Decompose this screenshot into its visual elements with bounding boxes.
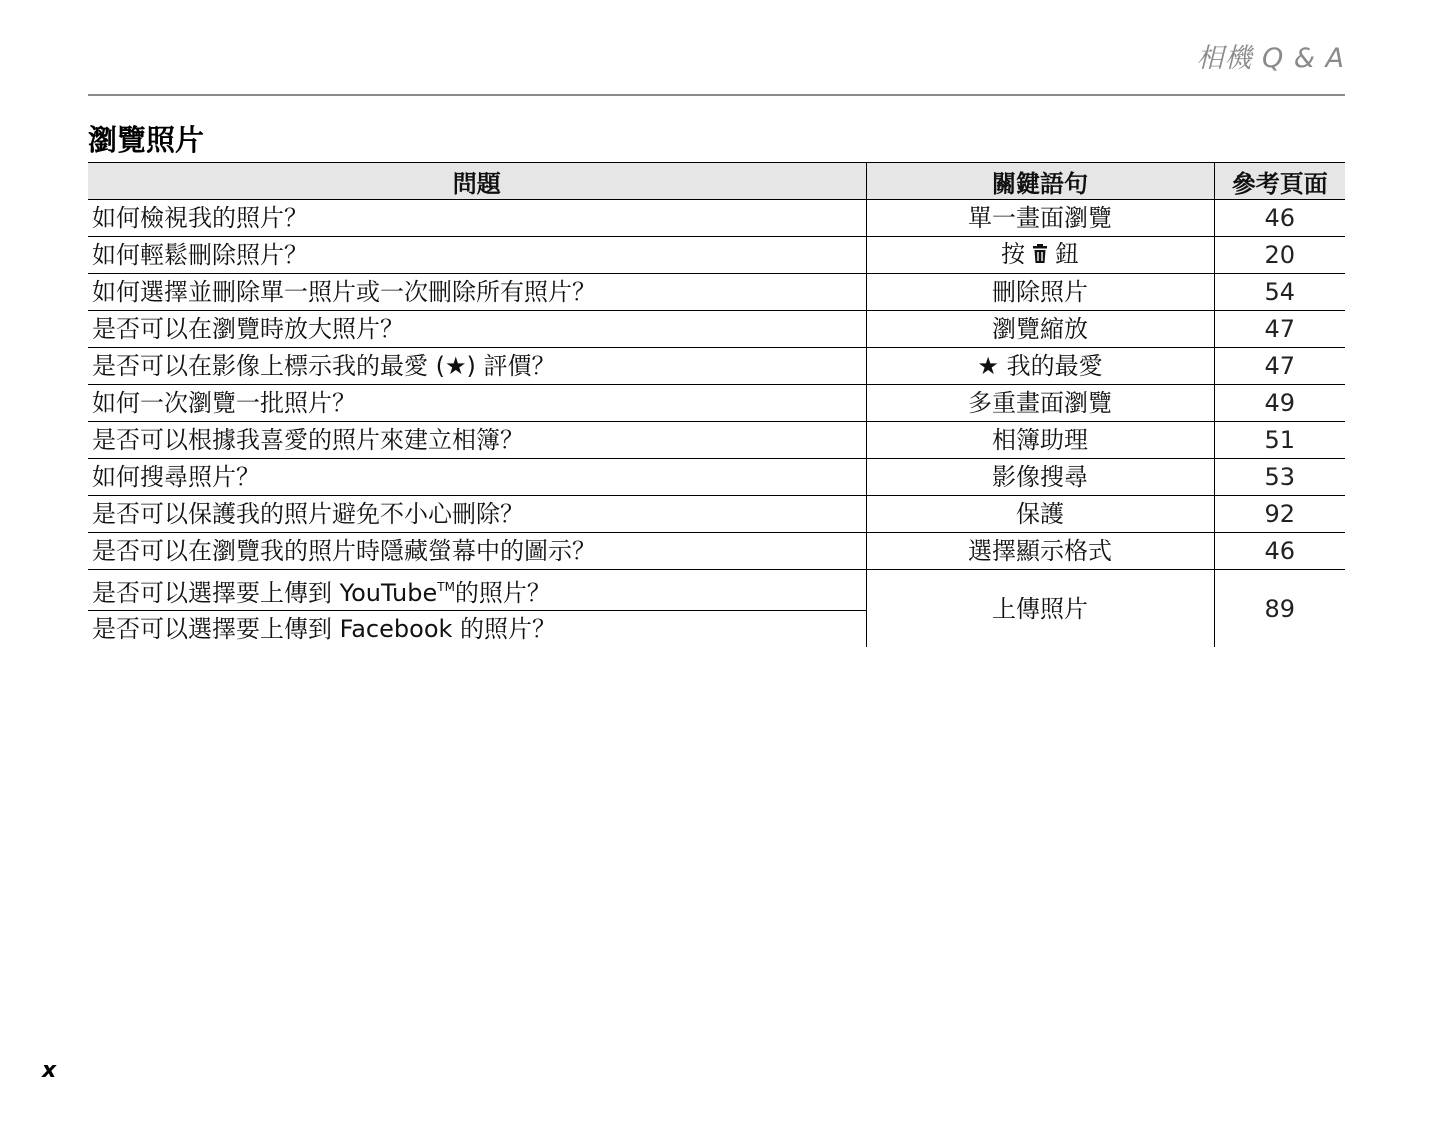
keyword-cell: 刪除照片 bbox=[866, 274, 1214, 311]
trash-icon bbox=[1031, 239, 1049, 273]
question-cell: 如何輕鬆刪除照片？ bbox=[88, 237, 866, 274]
question-cell: 如何選擇並刪除單一照片或一次刪除所有照片？ bbox=[88, 274, 866, 311]
page-number: x bbox=[42, 1058, 57, 1083]
keyword-cell: 影像搜尋 bbox=[866, 459, 1214, 496]
page-cell: 51 bbox=[1214, 422, 1345, 459]
question-cell: 是否可以保護我的照片避免不小心刪除？ bbox=[88, 496, 866, 533]
trademark-mark: TM bbox=[437, 580, 455, 594]
keyword-cell bbox=[866, 237, 1214, 274]
table-row bbox=[88, 496, 1345, 533]
column-header-keyword: 關鍵語句 bbox=[866, 163, 1214, 200]
page-cell: 47 bbox=[1214, 348, 1345, 385]
question-cell-youtube bbox=[88, 570, 866, 611]
question-cell-facebook: 是否可以選擇要上傳到 Facebook 的照片？ bbox=[88, 611, 866, 648]
table-row bbox=[88, 533, 1345, 570]
table-row bbox=[88, 311, 1345, 348]
youtube-question-text: 是否可以選擇要上傳到 YouTube bbox=[92, 579, 438, 607]
table-row bbox=[88, 385, 1345, 422]
table-row bbox=[88, 200, 1345, 237]
page-cell: 46 bbox=[1214, 533, 1345, 570]
table-row bbox=[88, 570, 1345, 611]
keyword-cell: ★ 我的最愛 bbox=[866, 348, 1214, 385]
table-row bbox=[88, 459, 1345, 496]
table-row bbox=[88, 422, 1345, 459]
table-row bbox=[88, 348, 1345, 385]
header-title: 相機 Q & A bbox=[1196, 43, 1345, 74]
question-cell: 是否可以在影像上標示我的最愛 (★) 評價？ bbox=[88, 348, 866, 385]
table-row bbox=[88, 274, 1345, 311]
table-header-row bbox=[88, 163, 1345, 200]
page-cell: 49 bbox=[1214, 385, 1345, 422]
page-cell: 20 bbox=[1214, 237, 1345, 274]
page-cell: 47 bbox=[1214, 311, 1345, 348]
keyword-cell: 保護 bbox=[866, 496, 1214, 533]
question-cell: 是否可以根據我喜愛的照片來建立相簿？ bbox=[88, 422, 866, 459]
header-divider bbox=[88, 94, 1345, 96]
question-cell: 是否可以在瀏覽時放大照片？ bbox=[88, 311, 866, 348]
page-cell: 53 bbox=[1214, 459, 1345, 496]
question-cell: 如何搜尋照片？ bbox=[88, 459, 866, 496]
keyword-cell: 瀏覽縮放 bbox=[866, 311, 1214, 348]
keyword-cell-merged: 上傳照片 bbox=[866, 570, 1214, 648]
keyword-text-after: 鈕 bbox=[1055, 240, 1079, 268]
question-cell: 是否可以在瀏覽我的照片時隱藏螢幕中的圖示？ bbox=[88, 533, 866, 570]
section-title: 瀏覽照片 bbox=[88, 123, 205, 157]
keyword-text-before: 按 bbox=[1001, 240, 1025, 268]
column-header-question: 問題 bbox=[88, 163, 866, 200]
keyword-cell: 單一畫面瀏覽 bbox=[866, 200, 1214, 237]
table-row bbox=[88, 237, 1345, 274]
page-cell: 46 bbox=[1214, 200, 1345, 237]
question-cell: 如何檢視我的照片？ bbox=[88, 200, 866, 237]
keyword-cell: 多重畫面瀏覽 bbox=[866, 385, 1214, 422]
keyword-cell: 選擇顯示格式 bbox=[866, 533, 1214, 570]
keyword-cell: 相簿助理 bbox=[866, 422, 1214, 459]
page-cell: 54 bbox=[1214, 274, 1345, 311]
page-cell-merged: 89 bbox=[1264, 594, 1296, 623]
page-cell: 92 bbox=[1214, 496, 1345, 533]
question-cell: 如何一次瀏覽一批照片？ bbox=[88, 385, 866, 422]
youtube-question-suffix: 的照片？ bbox=[454, 579, 551, 607]
qa-table bbox=[88, 162, 1345, 647]
column-header-page: 參考頁面 bbox=[1214, 163, 1345, 200]
